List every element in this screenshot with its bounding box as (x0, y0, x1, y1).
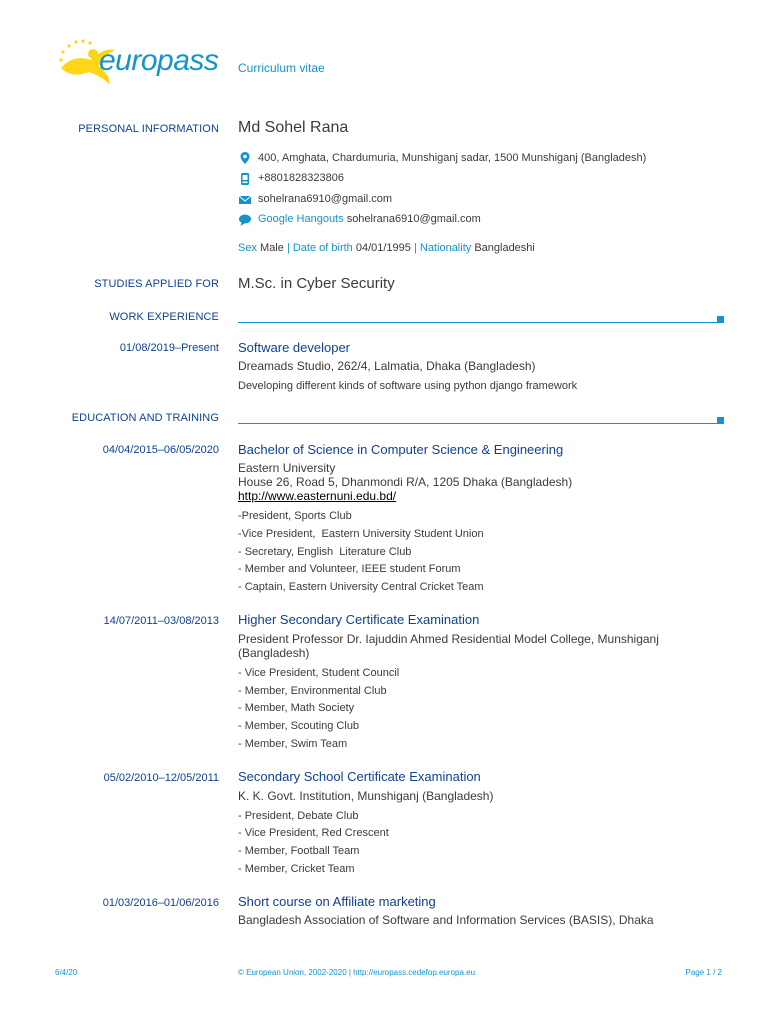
personal-details-line (238, 242, 535, 254)
list-item: - President, Debate Club (238, 810, 359, 822)
education-institution: President Professor Dr. Iajuddin Ahmed Residential Model College, Munshiganj (238, 632, 659, 646)
list-item: -President, Sports Club (238, 510, 352, 522)
education-date: 01/03/2016–01/06/2016 (102, 897, 219, 909)
address: 400, Amghata, Chardumuria, Munshiganj sadar, 1500 Munshiganj (Bangladesh) (258, 152, 647, 164)
list-item: - Vice President, Red Crescent (238, 827, 389, 839)
list-item: - Secretary, English Literature Club (238, 546, 412, 558)
education-date: 05/02/2010–12/05/2011 (103, 772, 219, 784)
list-item: - Member, Environmental Club (238, 685, 387, 697)
section-label-work: WORK EXPERIENCE (109, 311, 219, 323)
logo-wordmark: europass (99, 44, 219, 77)
section-divider (238, 322, 719, 323)
phone-icon (238, 172, 252, 186)
nationality-value: Bangladeshi (474, 242, 535, 254)
footer-copyright: © European Union, 2002-2020 | http://europass.cedefop.europa.eu (238, 968, 476, 977)
work-description: Developing different kinds of software using python django framework (238, 380, 578, 392)
list-item: - Captain, Eastern University Central Cricket Team (238, 581, 484, 593)
chat-icon (238, 213, 252, 227)
education-institution-cont: (Bangladesh) (238, 646, 310, 660)
education-date: 14/07/2011–03/08/2013 (103, 615, 219, 627)
education-title: Short course on Affiliate marketing (238, 894, 436, 909)
education-institution: K. K. Govt. Institution, Munshiganj (Bangladesh) (238, 789, 494, 803)
dob-value: 04/01/1995 (355, 242, 411, 254)
sex-value: Male (260, 242, 284, 254)
section-label-studies: STUDIES APPLIED FOR (94, 278, 219, 290)
document-title: Curriculum vitae (238, 61, 325, 75)
separator: | (286, 242, 290, 254)
phone-number: +8801828323806 (258, 172, 344, 184)
work-title: Software developer (238, 340, 351, 355)
person-name: Md Sohel Rana (238, 119, 349, 136)
list-item: - Member and Volunteer, IEEE student Forum (238, 563, 461, 575)
list-item: - Member, Math Society (238, 702, 355, 714)
footer-date: 6/4/20 (55, 968, 78, 977)
list-item: - Member, Scouting Club (238, 720, 360, 732)
list-item: - Member, Cricket Team (238, 863, 355, 875)
education-title: Secondary School Certificate Examination (238, 769, 481, 784)
im-value: sohelrana6910@gmail.com (346, 213, 481, 225)
im-label: Google Hangouts (258, 213, 344, 225)
education-institution: Eastern University (238, 461, 336, 475)
location-icon (238, 151, 252, 165)
work-employer: Dreamads Studio, 262/4, Lalmatia, Dhaka (Bangladesh) (238, 359, 536, 373)
education-institution: Bangladesh Association of Software and Information Services (BASIS), Dhaka (238, 913, 654, 927)
section-label-education: EDUCATION AND TRAINING (71, 412, 219, 424)
sex-label: Sex (238, 242, 257, 254)
education-website-link[interactable]: http://www.easternuni.edu.bd/ (238, 489, 397, 503)
work-date: 01/08/2019–Present (119, 342, 219, 354)
education-title: Bachelor of Science in Computer Science & Engineering (238, 442, 564, 457)
footer-page-number: Page 1 / 2 (685, 968, 722, 977)
section-divider-marker (717, 417, 724, 424)
education-link-wrap (238, 489, 396, 503)
education-address: House 26, Road 5, Dhanmondi R/A, 1205 Dhaka (Bangladesh) (238, 475, 573, 489)
list-item: -Vice President, Eastern University Student Union (238, 528, 484, 540)
instant-messaging (258, 213, 481, 225)
nationality-label: Nationality (419, 242, 472, 254)
section-divider (238, 423, 719, 424)
separator: | (413, 242, 417, 254)
email-address: sohelrana6910@gmail.com (258, 193, 393, 205)
dob-label: Date of birth (292, 242, 353, 254)
section-label-personal: PERSONAL INFORMATION (78, 123, 219, 135)
list-item: - Vice President, Student Council (238, 667, 400, 679)
list-item: - Member, Swim Team (238, 738, 348, 750)
education-title: Higher Secondary Certificate Examination (238, 612, 480, 627)
list-item: - Member, Football Team (238, 845, 360, 857)
section-divider-marker (717, 316, 724, 323)
email-icon (238, 193, 252, 207)
studies-value: M.Sc. in Cyber Security (238, 275, 395, 292)
europass-logo (55, 38, 225, 90)
education-date: 04/04/2015–06/05/2020 (102, 444, 219, 456)
